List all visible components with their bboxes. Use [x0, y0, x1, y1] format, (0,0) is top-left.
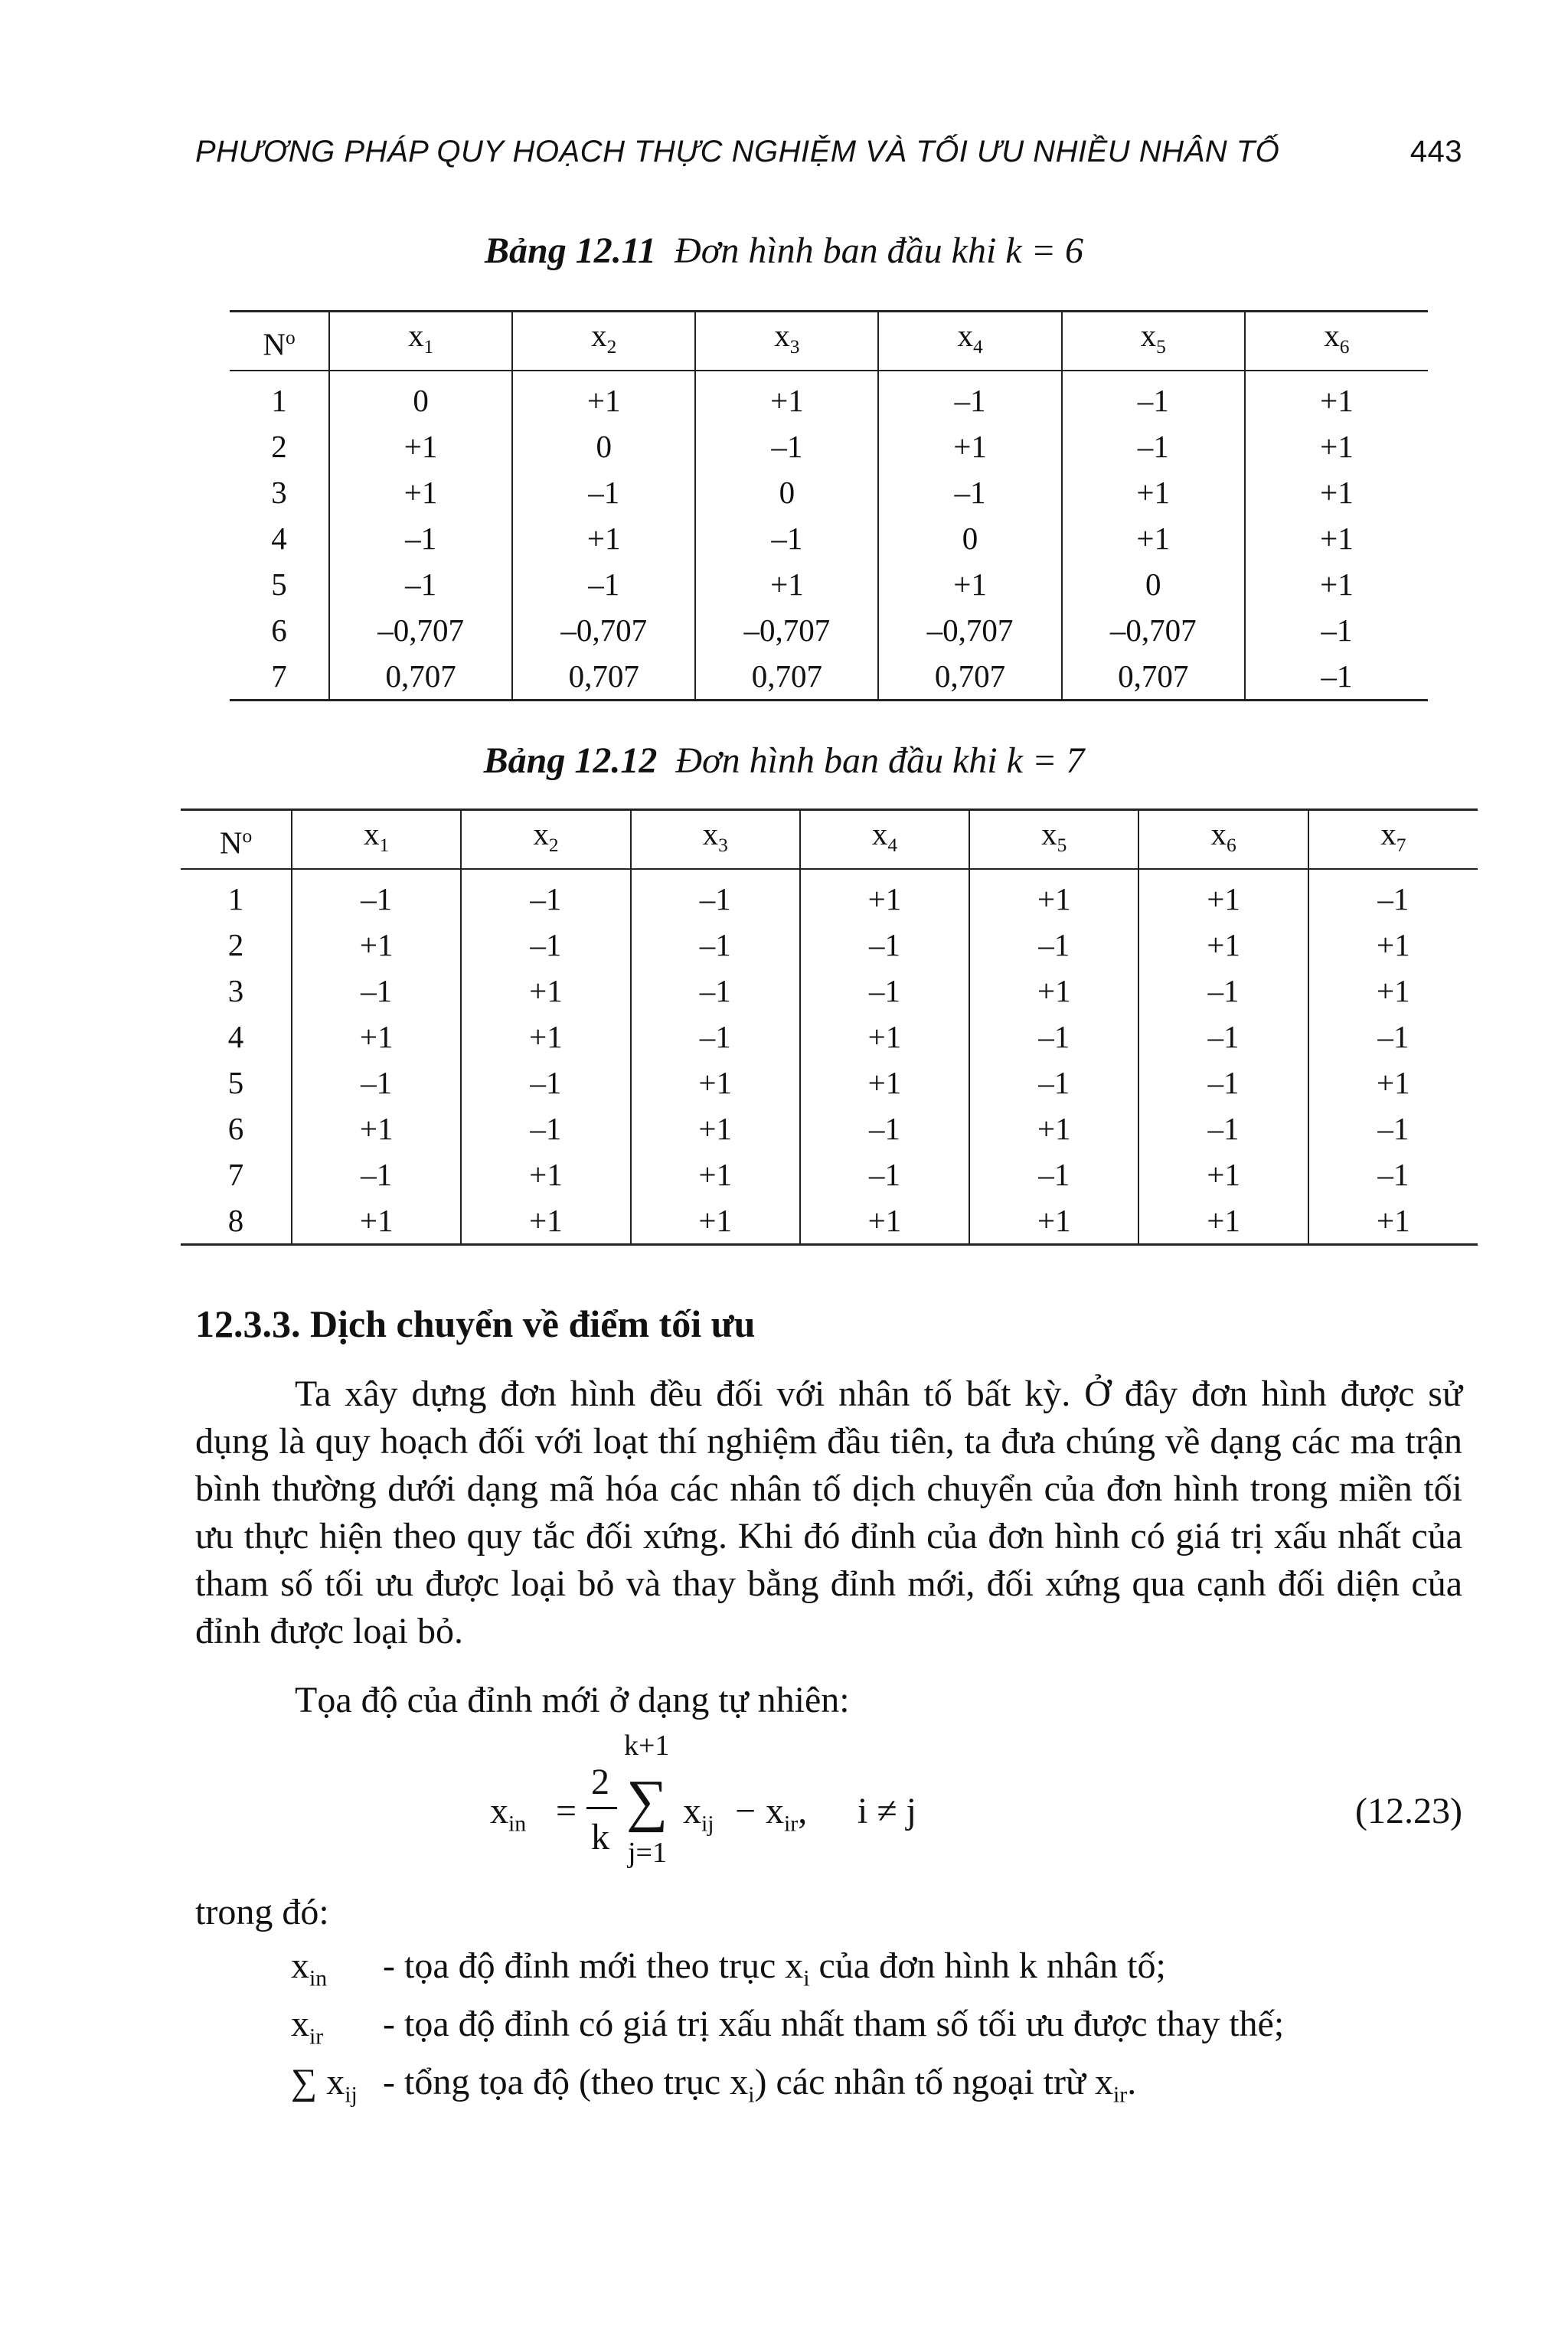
formula-equals: =: [556, 1791, 577, 1831]
column-header-x1: $x_1$: [292, 810, 461, 870]
table-cell: +1: [631, 1197, 800, 1245]
definition-symbol: ∑ $x_{ij}$: [291, 2062, 358, 2108]
table-cell: +1: [878, 561, 1061, 607]
table-cell: –1: [1062, 423, 1245, 469]
table-cell: –1: [1138, 968, 1308, 1014]
table-cell: –1: [512, 561, 695, 607]
formula-term2: $x_{ir}$,: [766, 1791, 808, 1837]
row-number-cell: 4: [227, 1019, 244, 1055]
table-cell: –1: [512, 469, 695, 515]
sum-symbol: ∑: [626, 1769, 668, 1833]
table-cell: –1: [878, 469, 1061, 515]
paragraph-2: [195, 1677, 1462, 1724]
table-cell: +1: [1138, 922, 1308, 968]
table-cell: +1: [1308, 1060, 1478, 1106]
page-header: [195, 135, 1462, 169]
table-cell: +1: [1138, 869, 1308, 922]
formula-minus: −: [735, 1791, 756, 1831]
paragraph-1: [195, 1370, 1462, 1655]
column-header-x3: $x_3$: [695, 312, 878, 371]
column-header-no: $N^o$: [219, 825, 253, 861]
table-cell: +1: [461, 968, 630, 1014]
table-cell: +1: [969, 1197, 1138, 1245]
row-number-cell: 5: [271, 567, 287, 603]
table-cell: –1: [329, 515, 512, 561]
column-header-x6: $x_6$: [1245, 312, 1428, 371]
column-header-x2: $x_2$: [461, 810, 630, 870]
table-cell: +1: [1138, 1152, 1308, 1197]
table-cell: –1: [1062, 371, 1245, 423]
definition-text: - tọa độ đỉnh mới theo trục $x_i$ của đơn hình k nhân tố;: [383, 1945, 1166, 1991]
sum-lower-limit: j=1: [628, 1837, 667, 1869]
table-cell: +1: [631, 1106, 800, 1152]
table-cell: 0,707: [512, 653, 695, 701]
table-cell: –1: [292, 968, 461, 1014]
equation-number: (12.23): [1355, 1791, 1462, 1831]
fraction-bar: [586, 1807, 617, 1809]
table-cell: –1: [461, 1060, 630, 1106]
table-row: [181, 1060, 1478, 1106]
table-cell: 0: [878, 515, 1061, 561]
table-cell: +1: [292, 922, 461, 968]
section-heading: 12.3.3. Dịch chuyển về điểm tối ưu: [195, 1302, 756, 1345]
table-cell: +1: [512, 515, 695, 561]
definition-symbol: $x_{in}$: [291, 1945, 328, 1991]
table-cell: 0: [512, 423, 695, 469]
table-row: [181, 1152, 1478, 1197]
table-cell: –1: [461, 1106, 630, 1152]
table-cell: –1: [461, 922, 630, 968]
table-cell: 0,707: [329, 653, 512, 701]
table-cell: –1: [800, 922, 969, 968]
table-cell: –1: [800, 968, 969, 1014]
table-cell: +1: [1308, 922, 1478, 968]
table-row: [230, 515, 1428, 561]
table-cell: +1: [1062, 469, 1245, 515]
paragraph-text: Ta xây dựng đơn hình đều đối với nhân tố bất kỳ. Ở đây đơn hình được sử dụng là quy hoạch đối với loạt thí nghiệm đầu tiên, ta đưa chúng về dạng các ma trận bình thường dưới dạng mã hóa các nhân tố dịch chuyển của đơn hình trong miền tối ưu thực hiện theo quy tắc đối xứng. Khi đó đỉnh của đơn hình có giá trị xấu nhất của tham số tối ưu được loại bỏ và thay bằng đỉnh mới, đối xứng qua cạnh đối diện của đỉnh được loại bỏ.: [195, 1374, 1462, 1651]
table-cell: –1: [461, 869, 630, 922]
table-row: [230, 561, 1428, 607]
paragraph-text: Tọa độ của đỉnh mới ở dạng tự nhiên:: [295, 1680, 850, 1720]
table-cell: +1: [631, 1152, 800, 1197]
table-cell: –1: [1308, 1106, 1478, 1152]
formula-12-23: [490, 1730, 1462, 1899]
table-cell: +1: [800, 1014, 969, 1060]
where-label: trong đó:: [195, 1892, 329, 1932]
row-number-cell: 4: [271, 521, 287, 557]
table-cell: +1: [461, 1197, 630, 1245]
table-header-row: [181, 810, 1478, 870]
running-title: PHƯƠNG PHÁP QUY HOẠCH THỰC NGHIỆM VÀ TỐI ƯU NHIỀU NHÂN TỐ: [195, 135, 1280, 168]
table-cell: –1: [969, 922, 1138, 968]
caption-text: Đơn hình ban đầu khi k = 6: [675, 230, 1083, 271]
formula-lhs: $x_{in}$: [490, 1791, 527, 1837]
table-cell: –0,707: [695, 607, 878, 653]
table-cell: –1: [292, 869, 461, 922]
definition-symbol: $x_{ir}$: [291, 2004, 324, 2050]
table-cell: –1: [878, 371, 1061, 423]
table-cell: +1: [512, 371, 695, 423]
table-row: [181, 922, 1478, 968]
table-cell: –1: [631, 922, 800, 968]
table-cell: –1: [631, 968, 800, 1014]
table-cell: +1: [878, 423, 1061, 469]
table-cell: +1: [292, 1014, 461, 1060]
table-row: [230, 371, 1428, 423]
definition-text: - tổng tọa độ (theo trục $x_i$) các nhân tố ngoại trừ $x_{ir}$.: [383, 2062, 1137, 2108]
table-cell: +1: [461, 1152, 630, 1197]
table-caption-12-12: [0, 740, 1568, 782]
table-cell: +1: [800, 1060, 969, 1106]
table-cell: –0,707: [512, 607, 695, 653]
table-cell: 0,707: [878, 653, 1061, 701]
caption-number: Bảng 12.12: [483, 740, 658, 781]
table-header-row: [230, 312, 1428, 371]
table-cell: 0: [695, 469, 878, 515]
column-header-x5: $x_5$: [1062, 312, 1245, 371]
formula-numerator: 2: [591, 1762, 609, 1802]
table-cell: +1: [292, 1106, 461, 1152]
table-cell: +1: [969, 968, 1138, 1014]
table-cell: +1: [969, 869, 1138, 922]
definition-text: - tọa độ đỉnh có giá trị xấu nhất tham số tối ưu được thay thế;: [383, 2004, 1285, 2044]
table-row: [230, 423, 1428, 469]
page-number: 443: [1410, 135, 1462, 168]
row-number-cell: 8: [227, 1203, 244, 1239]
column-header-x6: $x_6$: [1138, 810, 1308, 870]
table-cell: –1: [969, 1152, 1138, 1197]
column-header-x2: $x_2$: [512, 312, 695, 371]
formula-condition: i ≠ j: [858, 1791, 917, 1831]
table-cell: +1: [1245, 515, 1428, 561]
table-cell: –0,707: [329, 607, 512, 653]
column-header-x7: $x_7$: [1308, 810, 1478, 870]
table-cell: –1: [969, 1014, 1138, 1060]
caption-text: Đơn hình ban đầu khi k = 7: [675, 740, 1085, 781]
sum-upper-limit: k+1: [624, 1730, 670, 1762]
table-cell: –1: [1138, 1106, 1308, 1152]
table-cell: +1: [1245, 423, 1428, 469]
row-number-cell: 7: [271, 658, 287, 694]
row-number-cell: 6: [227, 1111, 244, 1147]
table-cell: +1: [800, 869, 969, 922]
table-caption-12-11: [0, 230, 1568, 272]
table-cell: –1: [1308, 869, 1478, 922]
formula-term: $x_{ij}$: [683, 1791, 714, 1837]
table-cell: –1: [292, 1060, 461, 1106]
table-cell: –0,707: [1062, 607, 1245, 653]
table-row: [230, 653, 1428, 701]
table-cell: –1: [969, 1060, 1138, 1106]
table-row: [230, 469, 1428, 515]
table-cell: –1: [631, 869, 800, 922]
row-number-cell: 2: [227, 927, 244, 963]
table-cell: +1: [631, 1060, 800, 1106]
row-number-cell: 7: [227, 1157, 244, 1193]
table-cell: –1: [1308, 1014, 1478, 1060]
table-cell: +1: [695, 561, 878, 607]
column-header-x4: $x_4$: [800, 810, 969, 870]
table-row: [181, 1106, 1478, 1152]
table-cell: –1: [1138, 1014, 1308, 1060]
table-cell: +1: [292, 1197, 461, 1245]
table-cell: +1: [1062, 515, 1245, 561]
table-cell: 0: [1062, 561, 1245, 607]
row-number-cell: 3: [227, 973, 244, 1009]
table-cell: +1: [461, 1014, 630, 1060]
table-12-12: [181, 808, 1478, 1246]
table-cell: –1: [695, 423, 878, 469]
table-cell: –1: [329, 561, 512, 607]
row-number-cell: 6: [271, 612, 287, 648]
column-header-x5: $x_5$: [969, 810, 1138, 870]
table-cell: +1: [329, 469, 512, 515]
table-cell: +1: [1138, 1197, 1308, 1245]
column-header-x3: $x_3$: [631, 810, 800, 870]
row-number-cell: 3: [271, 475, 287, 511]
table-cell: +1: [1308, 1197, 1478, 1245]
table-cell: 0,707: [695, 653, 878, 701]
table-cell: +1: [329, 423, 512, 469]
table-cell: –1: [1245, 653, 1428, 701]
row-number-cell: 1: [271, 383, 287, 419]
table-cell: –1: [1308, 1152, 1478, 1197]
table-row: [230, 607, 1428, 653]
table-cell: +1: [1308, 968, 1478, 1014]
formula-denominator: k: [591, 1817, 609, 1857]
table-cell: +1: [1245, 469, 1428, 515]
table-cell: +1: [969, 1106, 1138, 1152]
table-row: [181, 968, 1478, 1014]
caption-number: Bảng 12.11: [484, 230, 657, 271]
table-cell: +1: [800, 1197, 969, 1245]
table-cell: +1: [1245, 561, 1428, 607]
table-cell: –1: [800, 1106, 969, 1152]
column-header-x1: $x_1$: [329, 312, 512, 371]
table-cell: +1: [1245, 371, 1428, 423]
column-header-x4: $x_4$: [878, 312, 1061, 371]
table-12-11: [230, 310, 1428, 701]
table-cell: +1: [695, 371, 878, 423]
table-cell: –1: [800, 1152, 969, 1197]
table-cell: –1: [695, 515, 878, 561]
row-number-cell: 1: [227, 881, 244, 917]
table-row: [181, 1014, 1478, 1060]
table-cell: –0,707: [878, 607, 1061, 653]
table-cell: –1: [631, 1014, 800, 1060]
table-row: [181, 869, 1478, 922]
table-cell: –1: [1138, 1060, 1308, 1106]
table-cell: –1: [1245, 607, 1428, 653]
table-cell: 0,707: [1062, 653, 1245, 701]
table-cell: 0: [329, 371, 512, 423]
table-row: [181, 1197, 1478, 1245]
table-cell: –1: [292, 1152, 461, 1197]
row-number-cell: 2: [271, 429, 287, 465]
row-number-cell: 5: [227, 1065, 244, 1101]
column-header-no: $N^o$: [263, 326, 296, 362]
